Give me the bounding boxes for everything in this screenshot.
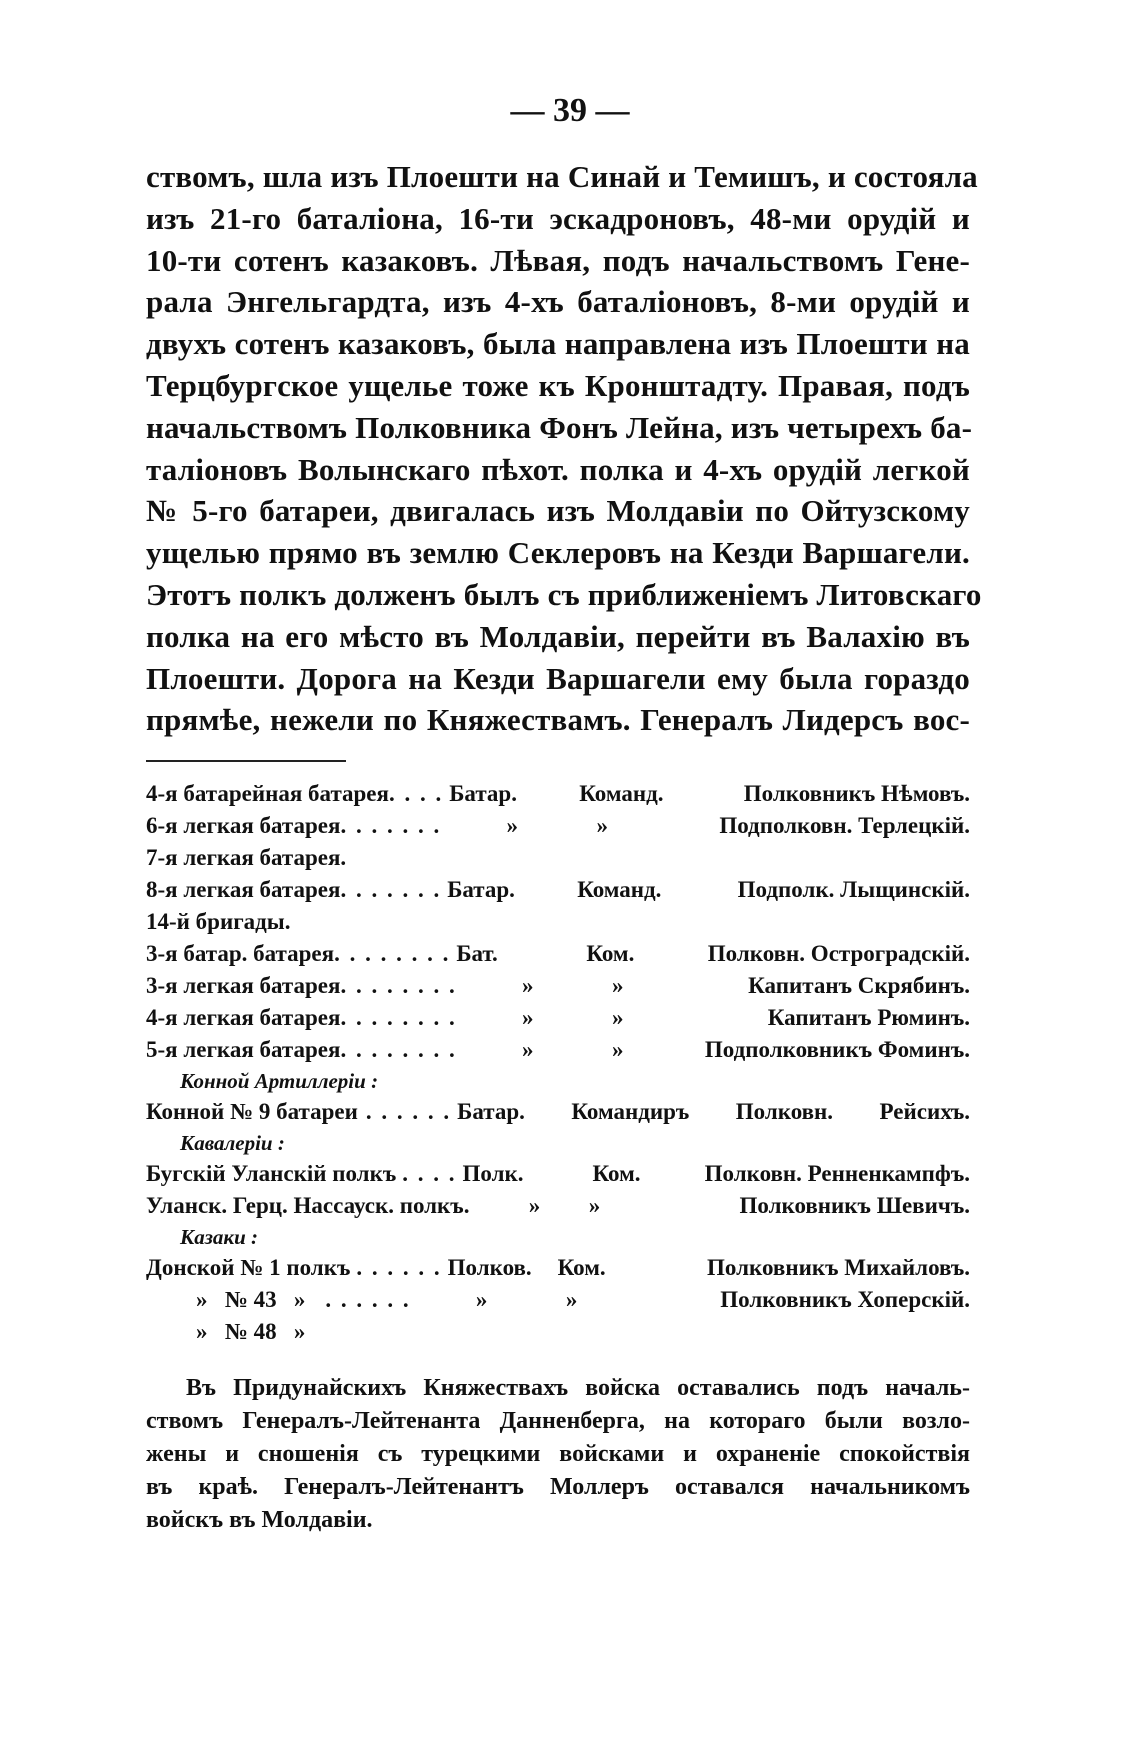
table-row — [146, 1190, 970, 1222]
section-heading-horse-artillery: Конной Артиллеріи : — [180, 1069, 379, 1093]
table-row — [146, 1096, 970, 1128]
rank-cell: Батар. — [449, 781, 517, 806]
unit-name: Конной № 9 батареи — [146, 1099, 358, 1124]
unit-name: Бугскій Уланскій полкъ — [146, 1161, 397, 1186]
commander-cell: Полковникъ Михайловъ. — [707, 1255, 970, 1280]
commander-cell: Полковникъ Нѣмовъ. — [743, 781, 970, 806]
rank-cell: Команд. — [577, 877, 662, 902]
text-line: жены и сношенія съ турецкими войсками и охраненіе спокойствія — [146, 1441, 970, 1467]
leader-dots: . . . . . . — [365, 1099, 452, 1124]
rank-cell: » — [521, 1037, 534, 1062]
unit-name: 14-й бригады. — [146, 909, 291, 934]
leader-dots: . . . . . . . . — [340, 1005, 457, 1030]
text-line: № 5-го батареи, двигалась изъ Молдавіи по Ойтузскому — [146, 493, 970, 529]
section-heading-cossacks: Казаки : — [180, 1225, 259, 1249]
text-line: полка на его мѣсто въ Молдавіи, перейти въ Валахію въ — [146, 618, 970, 654]
unit-name: » № 43 » — [196, 1287, 306, 1312]
table-row — [146, 1034, 970, 1066]
commander-cell: Подполк. Лыщинскій. — [737, 877, 970, 902]
text-line: войскъ въ Молдавіи. — [146, 1507, 373, 1533]
unit-name: 4-я батарейная батарея — [146, 781, 389, 806]
rank-cell: » — [611, 1037, 624, 1062]
page-number: — 39 — — [510, 92, 630, 129]
text-line: Этотъ полкъ долженъ былъ съ приближеніемъ Литовскаго — [146, 576, 982, 612]
main-paragraph — [146, 156, 982, 741]
rank-cell: » — [611, 1005, 624, 1030]
rank-cell: Ком. — [557, 1255, 606, 1280]
text-line: таліоновъ Волынскаго пѣхот. полка и 4-хъ орудій легкой — [146, 451, 970, 487]
commander-cell: Полковн. Остроградскій. — [707, 941, 970, 966]
unit-name: Уланск. Герц. Нассауск. полкъ. — [146, 1193, 470, 1218]
leader-dots: . . . . . . . . — [340, 973, 457, 998]
rank-cell: » — [521, 1005, 534, 1030]
commander-cell: Подполковникъ Фоминъ. — [704, 1037, 970, 1062]
unit-name: 7-я легкая батарея. — [146, 845, 347, 870]
rank-cell: » — [528, 1193, 541, 1218]
leader-dots: . . . . . . . — [340, 877, 442, 902]
rank-cell: » — [475, 1287, 488, 1312]
section-heading-cavalry: Кавалеріи : — [180, 1131, 285, 1155]
text-line: 10-ти сотенъ казаковъ. Лѣвая, подъ начальствомъ Гене- — [146, 242, 970, 278]
table-row — [146, 1252, 970, 1284]
text-line: Въ Придунайскихъ Княжествахъ войска оставались подъ началь- — [186, 1375, 970, 1401]
footnote-separator — [146, 760, 346, 762]
leader-dots: . . . . . . . — [340, 813, 442, 838]
table-row — [146, 842, 970, 874]
unit-name: 5-я легкая батарея — [146, 1037, 341, 1062]
text-line: двухъ сотенъ казаковъ, была направлена изъ Плоешти на — [146, 326, 970, 362]
unit-name: 8-я легкая батарея — [146, 877, 341, 902]
text-line: въ краѣ. Генералъ-Лейтенантъ Моллеръ оставался начальникомъ — [146, 1474, 970, 1500]
rank-cell: » — [521, 973, 534, 998]
rank-cell: Бат. — [456, 941, 498, 966]
table-row — [146, 874, 970, 906]
text-line: начальствомъ Полковника Фонъ Лейна, изъ четырехъ ба- — [146, 409, 973, 445]
unit-name: 6-я легкая батарея — [146, 813, 341, 838]
rank-cell: Команд. — [579, 781, 664, 806]
text-line: рала Энгельгардта, изъ 4-хъ баталіоновъ, 8-ми орудій и — [146, 284, 970, 320]
rank-cell: » — [596, 813, 608, 838]
leader-dots: . . . . . . — [356, 1255, 442, 1280]
rank-cell: Ком. — [592, 1161, 641, 1186]
text-line: Терцбургское ущелье тоже къ Кронштадту. Правая, подъ — [146, 367, 970, 403]
commander-cell: Батар. Командиръ Полковн. Рейсихъ. — [457, 1099, 970, 1124]
leader-dots: . . . . — [388, 781, 444, 806]
text-line: изъ 21-го баталіона, 16-ти эскадроновъ, 48-ми орудій и — [146, 200, 970, 236]
rank-cell: » — [506, 813, 518, 838]
rank-cell: » — [611, 973, 624, 998]
table-row — [146, 1316, 970, 1348]
table-row — [146, 906, 970, 938]
rank-cell: Полков. — [447, 1255, 532, 1280]
commander-cell: Подполковн. Терлецкій. — [719, 813, 970, 838]
unit-name: » № 48 » — [196, 1319, 306, 1344]
leader-dots: . . . . — [402, 1161, 457, 1186]
text-line: Плоешти. Дорога на Кезди Варшагели ему была гораздо — [146, 660, 970, 696]
closing-paragraph — [146, 1372, 970, 1537]
commander-cell: Капитанъ Рюминъ. — [767, 1005, 970, 1030]
table-row — [146, 1158, 970, 1190]
table-row — [146, 1284, 970, 1316]
table-row — [146, 970, 970, 1002]
commander-cell: Полковникъ Хоперскій. — [720, 1287, 970, 1312]
footnote-table — [146, 778, 970, 1348]
text-line: ущелью прямо въ землю Секлеровъ на Кезди Варшагели. — [146, 535, 970, 571]
table-row — [146, 938, 970, 970]
text-line: ствомъ, шла изъ Плоешти на Синай и Темишъ, и состояла — [146, 159, 978, 194]
unit-name: Донской № 1 полкъ — [146, 1255, 351, 1280]
rank-cell: » — [588, 1193, 601, 1218]
rank-cell: Полк. — [462, 1161, 524, 1186]
table-row — [146, 1002, 970, 1034]
leader-dots: . . . . . . — [325, 1287, 411, 1312]
text-line: ствомъ Генералъ-Лейтенанта Данненберга, на котораго были возло- — [146, 1408, 970, 1434]
commander-cell: Полковн. Ренненкампфъ. — [704, 1161, 970, 1186]
unit-name: 3-я легкая батарея — [146, 973, 341, 998]
leader-dots: . . . . . . . . — [334, 941, 451, 966]
table-row — [146, 778, 970, 810]
commander-cell: Полковникъ Шевичъ. — [739, 1193, 970, 1218]
leader-dots: . . . . . . . . — [340, 1037, 457, 1062]
rank-cell: Ком. — [586, 941, 635, 966]
table-row — [146, 810, 970, 842]
text-line: прямѣе, нежели по Княжествамъ. Генералъ Лидерсъ вос- — [146, 702, 970, 738]
rank-cell: » — [565, 1287, 578, 1312]
unit-name: 4-я легкая батарея — [146, 1005, 341, 1030]
commander-cell: Капитанъ Скрябинъ. — [748, 973, 970, 998]
unit-name: 3-я батар. батарея — [146, 941, 335, 966]
rank-cell: Батар. — [447, 877, 515, 902]
